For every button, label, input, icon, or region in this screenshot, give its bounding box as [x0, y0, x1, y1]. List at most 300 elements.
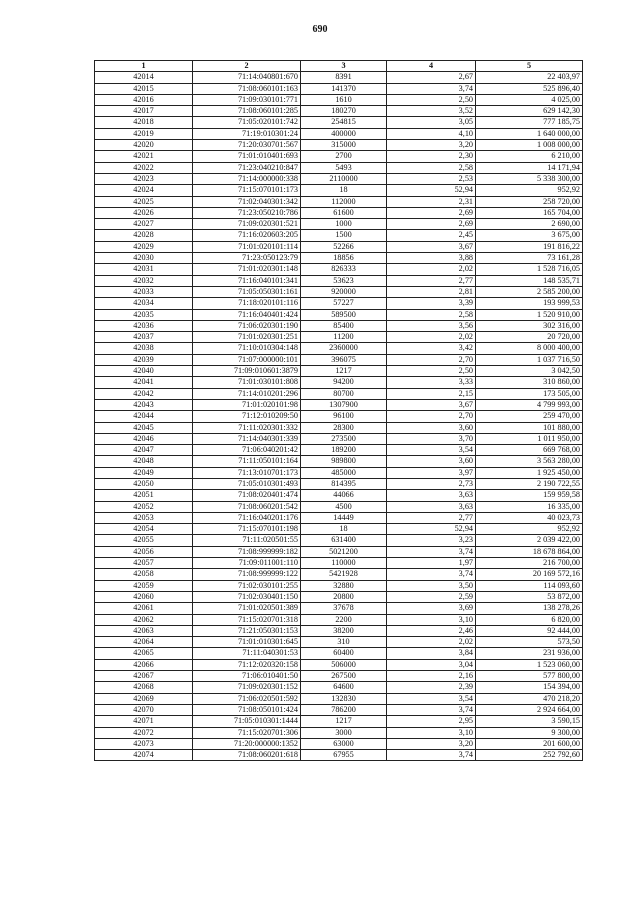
row-number-cell: 42045: [95, 422, 193, 433]
cadastral-number-cell: 71:01:020101:114: [193, 241, 301, 252]
row-number-cell: 42057: [95, 558, 193, 569]
cadastral-number-cell: 71:16:020603:205: [193, 230, 301, 241]
cadastral-number-cell: 71:15:020701:306: [193, 727, 301, 738]
table-row: [95, 230, 583, 241]
cadastral-value-cell: 310 860,00: [476, 377, 583, 388]
table-row: [95, 140, 583, 151]
row-number-cell: 42054: [95, 524, 193, 535]
area-cell: 11200: [301, 332, 387, 343]
table-row: [95, 185, 583, 196]
cadastral-value-cell: 258 720,00: [476, 196, 583, 207]
cadastral-value-cell: 629 142,30: [476, 106, 583, 117]
specific-value-cell: 3,67: [387, 399, 476, 410]
cadastral-number-cell: 71:10:010304:148: [193, 343, 301, 354]
cadastral-number-cell: 71:09:010601:3879: [193, 366, 301, 377]
cadastral-value-cell: 1 037 716,50: [476, 354, 583, 365]
area-cell: 8391: [301, 72, 387, 83]
table-row: [95, 320, 583, 331]
area-cell: 826333: [301, 264, 387, 275]
column-header-5: 5: [476, 61, 583, 72]
cadastral-value-cell: 1 925 450,00: [476, 467, 583, 478]
table-row: [95, 411, 583, 422]
cadastral-number-cell: 71:08:060101:163: [193, 83, 301, 94]
specific-value-cell: 2,77: [387, 275, 476, 286]
area-cell: 506000: [301, 659, 387, 670]
row-number-cell: 42065: [95, 648, 193, 659]
cadastral-value-cell: 16 335,00: [476, 501, 583, 512]
area-cell: 52266: [301, 241, 387, 252]
row-number-cell: 42044: [95, 411, 193, 422]
area-cell: 96100: [301, 411, 387, 422]
cadastral-value-cell: 952,92: [476, 524, 583, 535]
row-number-cell: 42034: [95, 298, 193, 309]
row-number-cell: 42060: [95, 591, 193, 602]
specific-value-cell: 2,73: [387, 478, 476, 489]
table-row: [95, 478, 583, 489]
area-cell: 631400: [301, 535, 387, 546]
specific-value-cell: 3,54: [387, 693, 476, 704]
cadastral-value-cell: 4 025,00: [476, 94, 583, 105]
specific-value-cell: 3,84: [387, 648, 476, 659]
table-row: [95, 501, 583, 512]
cadastral-number-cell: 71:02:030401:150: [193, 591, 301, 602]
area-cell: 18: [301, 524, 387, 535]
row-number-cell: 42047: [95, 445, 193, 456]
cadastral-number-cell: 71:15:070101:173: [193, 185, 301, 196]
row-number-cell: 42056: [95, 546, 193, 557]
specific-value-cell: 3,60: [387, 456, 476, 467]
cadastral-number-cell: 71:06:020301:190: [193, 320, 301, 331]
cadastral-value-cell: 1 011 950,00: [476, 433, 583, 444]
row-number-cell: 42046: [95, 433, 193, 444]
table-row: [95, 332, 583, 343]
table-row: [95, 727, 583, 738]
specific-value-cell: 2,59: [387, 591, 476, 602]
cadastral-value-cell: 577 800,00: [476, 671, 583, 682]
cadastral-value-cell: 18 678 864,00: [476, 546, 583, 557]
specific-value-cell: 2,39: [387, 682, 476, 693]
column-header-2: 2: [193, 61, 301, 72]
row-number-cell: 42059: [95, 580, 193, 591]
table-row: [95, 512, 583, 523]
specific-value-cell: 2,30: [387, 151, 476, 162]
table-row: [95, 490, 583, 501]
row-number-cell: 42049: [95, 467, 193, 478]
cadastral-value-cell: 777 185,75: [476, 117, 583, 128]
row-number-cell: 42021: [95, 151, 193, 162]
area-cell: 2700: [301, 151, 387, 162]
area-cell: 53623: [301, 275, 387, 286]
row-number-cell: 42023: [95, 173, 193, 184]
table-row: [95, 603, 583, 614]
row-number-cell: 42020: [95, 140, 193, 151]
row-number-cell: 42016: [95, 94, 193, 105]
row-number-cell: 42058: [95, 569, 193, 580]
area-cell: 132830: [301, 693, 387, 704]
row-number-cell: 42061: [95, 603, 193, 614]
cadastral-value-cell: 9 300,00: [476, 727, 583, 738]
cadastral-number-cell: 71:01:010401:693: [193, 151, 301, 162]
table-row: [95, 151, 583, 162]
table-row: [95, 219, 583, 230]
table-row: [95, 298, 583, 309]
cadastral-number-cell: 71:05:010301:493: [193, 478, 301, 489]
specific-value-cell: 3,23: [387, 535, 476, 546]
table-row: [95, 467, 583, 478]
row-number-cell: 42063: [95, 625, 193, 636]
cadastral-value-cell: 2 690,00: [476, 219, 583, 230]
table-row: [95, 738, 583, 749]
area-cell: 32880: [301, 580, 387, 591]
row-number-cell: 42071: [95, 716, 193, 727]
specific-value-cell: 2,15: [387, 388, 476, 399]
cadastral-number-cell: 71:08:999999:122: [193, 569, 301, 580]
row-number-cell: 42025: [95, 196, 193, 207]
table-row: [95, 546, 583, 557]
table-row: [95, 445, 583, 456]
cadastral-value-cell: 173 505,00: [476, 388, 583, 399]
table-row: [95, 671, 583, 682]
cadastral-number-cell: 71:09:030101:771: [193, 94, 301, 105]
specific-value-cell: 3,74: [387, 569, 476, 580]
area-cell: 589500: [301, 309, 387, 320]
specific-value-cell: 2,58: [387, 162, 476, 173]
cadastral-value-cell: 1 528 716,05: [476, 264, 583, 275]
specific-value-cell: 3,54: [387, 445, 476, 456]
specific-value-cell: 3,74: [387, 546, 476, 557]
cadastral-number-cell: 71:14:040801:670: [193, 72, 301, 83]
cadastral-number-cell: 71:01:020301:251: [193, 332, 301, 343]
table-row: [95, 388, 583, 399]
cadastral-number-cell: 71:07:000000:101: [193, 354, 301, 365]
table-row: [95, 264, 583, 275]
table-row: [95, 580, 583, 591]
cadastral-number-cell: 71:20:030701:567: [193, 140, 301, 151]
cadastral-value-cell: 216 700,00: [476, 558, 583, 569]
specific-value-cell: 2,02: [387, 637, 476, 648]
area-cell: 63000: [301, 738, 387, 749]
specific-value-cell: 2,77: [387, 512, 476, 523]
specific-value-cell: 3,50: [387, 580, 476, 591]
table-row: [95, 682, 583, 693]
table-row: [95, 614, 583, 625]
area-cell: 396075: [301, 354, 387, 365]
cadastral-value-table: [94, 60, 583, 761]
row-number-cell: 42027: [95, 219, 193, 230]
cadastral-value-cell: 4 799 993,00: [476, 399, 583, 410]
row-number-cell: 42073: [95, 738, 193, 749]
cadastral-number-cell: 71:08:999999:182: [193, 546, 301, 557]
cadastral-value-cell: 6 210,00: [476, 151, 583, 162]
cadastral-value-cell: 1 520 910,00: [476, 309, 583, 320]
table-row: [95, 309, 583, 320]
cadastral-value-cell: 2 924 664,00: [476, 704, 583, 715]
specific-value-cell: 2,81: [387, 286, 476, 297]
cadastral-number-cell: 71:02:030101:255: [193, 580, 301, 591]
cadastral-number-cell: 71:13:010701:173: [193, 467, 301, 478]
table-row: [95, 366, 583, 377]
area-cell: 1000: [301, 219, 387, 230]
table-row: [95, 253, 583, 264]
row-number-cell: 42019: [95, 128, 193, 139]
area-cell: 189200: [301, 445, 387, 456]
specific-value-cell: 3,04: [387, 659, 476, 670]
cadastral-value-cell: 73 161,28: [476, 253, 583, 264]
cadastral-number-cell: 71:05:010301:1444: [193, 716, 301, 727]
table-row: [95, 591, 583, 602]
area-cell: 1217: [301, 366, 387, 377]
cadastral-value-cell: 193 999,53: [476, 298, 583, 309]
cadastral-number-cell: 71:09:011001:110: [193, 558, 301, 569]
area-cell: 1217: [301, 716, 387, 727]
table-row: [95, 106, 583, 117]
specific-value-cell: 3,63: [387, 501, 476, 512]
specific-value-cell: 52,94: [387, 524, 476, 535]
cadastral-number-cell: 71:23:040210:847: [193, 162, 301, 173]
cadastral-number-cell: 71:12:010209:50: [193, 411, 301, 422]
cadastral-value-cell: 6 820,00: [476, 614, 583, 625]
specific-value-cell: 3,52: [387, 106, 476, 117]
specific-value-cell: 4,10: [387, 128, 476, 139]
cadastral-number-cell: 71:08:060201:542: [193, 501, 301, 512]
area-cell: 57227: [301, 298, 387, 309]
area-cell: 267500: [301, 671, 387, 682]
row-number-cell: 42037: [95, 332, 193, 343]
row-number-cell: 42015: [95, 83, 193, 94]
table-row: [95, 286, 583, 297]
cadastral-value-cell: 669 768,00: [476, 445, 583, 456]
cadastral-number-cell: 71:14:010201:296: [193, 388, 301, 399]
cadastral-number-cell: 71:11:020501:55: [193, 535, 301, 546]
cadastral-number-cell: 71:08:060101:285: [193, 106, 301, 117]
specific-value-cell: 2,46: [387, 625, 476, 636]
row-number-cell: 42067: [95, 671, 193, 682]
area-cell: 400000: [301, 128, 387, 139]
specific-value-cell: 2,69: [387, 219, 476, 230]
area-cell: 3000: [301, 727, 387, 738]
specific-value-cell: 2,67: [387, 72, 476, 83]
cadastral-number-cell: 71:11:020301:332: [193, 422, 301, 433]
area-cell: 254815: [301, 117, 387, 128]
specific-value-cell: 3,67: [387, 241, 476, 252]
table-row: [95, 354, 583, 365]
area-cell: 112000: [301, 196, 387, 207]
cadastral-value-cell: 40 023,73: [476, 512, 583, 523]
cadastral-value-cell: 22 403,97: [476, 72, 583, 83]
area-cell: 2360000: [301, 343, 387, 354]
table-row: [95, 162, 583, 173]
area-cell: 315000: [301, 140, 387, 151]
cadastral-number-cell: 71:15:020701:318: [193, 614, 301, 625]
row-number-cell: 42070: [95, 704, 193, 715]
table-row: [95, 625, 583, 636]
area-cell: 273500: [301, 433, 387, 444]
table-row: [95, 524, 583, 535]
cadastral-value-cell: 101 880,00: [476, 422, 583, 433]
cadastral-value-cell: 252 792,60: [476, 750, 583, 761]
cadastral-value-cell: 148 535,71: [476, 275, 583, 286]
row-number-cell: 42036: [95, 320, 193, 331]
cadastral-value-cell: 2 585 200,00: [476, 286, 583, 297]
area-cell: 60400: [301, 648, 387, 659]
cadastral-value-cell: 20 169 572,16: [476, 569, 583, 580]
area-cell: 1500: [301, 230, 387, 241]
table-row: [95, 716, 583, 727]
table-row: [95, 207, 583, 218]
cadastral-value-cell: 191 816,22: [476, 241, 583, 252]
cadastral-number-cell: 71:16:040201:176: [193, 512, 301, 523]
area-cell: 310: [301, 637, 387, 648]
page-number: 690: [312, 24, 328, 35]
specific-value-cell: 3,33: [387, 377, 476, 388]
row-number-cell: 42066: [95, 659, 193, 670]
specific-value-cell: 3,56: [387, 320, 476, 331]
cadastral-value-cell: 92 444,00: [476, 625, 583, 636]
cadastral-number-cell: 71:05:050301:161: [193, 286, 301, 297]
specific-value-cell: 3,20: [387, 738, 476, 749]
table-row: [95, 659, 583, 670]
area-cell: 44066: [301, 490, 387, 501]
cadastral-number-cell: 71:15:070101:198: [193, 524, 301, 535]
area-cell: 64600: [301, 682, 387, 693]
specific-value-cell: 2,02: [387, 332, 476, 343]
column-header-1: 1: [95, 61, 193, 72]
area-cell: 18856: [301, 253, 387, 264]
cadastral-value-cell: 470 218,20: [476, 693, 583, 704]
cadastral-number-cell: 71:01:030101:808: [193, 377, 301, 388]
table-row: [95, 399, 583, 410]
row-number-cell: 42017: [95, 106, 193, 117]
cadastral-value-cell: 1 640 000,00: [476, 128, 583, 139]
specific-value-cell: 3,20: [387, 140, 476, 151]
row-number-cell: 42042: [95, 388, 193, 399]
area-cell: 1307900: [301, 399, 387, 410]
specific-value-cell: 3,42: [387, 343, 476, 354]
row-number-cell: 42039: [95, 354, 193, 365]
area-cell: 989800: [301, 456, 387, 467]
row-number-cell: 42022: [95, 162, 193, 173]
area-cell: 67955: [301, 750, 387, 761]
area-cell: 5021200: [301, 546, 387, 557]
area-cell: 28300: [301, 422, 387, 433]
area-cell: 5421928: [301, 569, 387, 580]
specific-value-cell: 3,05: [387, 117, 476, 128]
table-header-row: [95, 61, 583, 72]
specific-value-cell: 2,16: [387, 671, 476, 682]
row-number-cell: 42051: [95, 490, 193, 501]
area-cell: 61600: [301, 207, 387, 218]
row-number-cell: 42014: [95, 72, 193, 83]
table-row: [95, 275, 583, 286]
cadastral-number-cell: 71:11:050101:164: [193, 456, 301, 467]
cadastral-number-cell: 71:11:040301:53: [193, 648, 301, 659]
cadastral-number-cell: 71:14:040301:339: [193, 433, 301, 444]
cadastral-value-cell: 3 042,50: [476, 366, 583, 377]
cadastral-value-cell: 2 039 422,00: [476, 535, 583, 546]
table-row: [95, 704, 583, 715]
specific-value-cell: 3,88: [387, 253, 476, 264]
cadastral-number-cell: 71:18:020101:116: [193, 298, 301, 309]
area-cell: 80700: [301, 388, 387, 399]
cadastral-value-cell: 5 338 300,00: [476, 173, 583, 184]
area-cell: 2200: [301, 614, 387, 625]
table-row: [95, 72, 583, 83]
row-number-cell: 42068: [95, 682, 193, 693]
cadastral-number-cell: 71:16:040101:341: [193, 275, 301, 286]
specific-value-cell: 3,74: [387, 83, 476, 94]
table-row: [95, 750, 583, 761]
specific-value-cell: 3,10: [387, 614, 476, 625]
area-cell: 920000: [301, 286, 387, 297]
cadastral-number-cell: 71:06:020501:592: [193, 693, 301, 704]
row-number-cell: 42033: [95, 286, 193, 297]
row-number-cell: 42074: [95, 750, 193, 761]
table-row: [95, 569, 583, 580]
table-row: [95, 128, 583, 139]
cadastral-number-cell: 71:09:020301:521: [193, 219, 301, 230]
cadastral-value-cell: 154 394,00: [476, 682, 583, 693]
row-number-cell: 42069: [95, 693, 193, 704]
row-number-cell: 42031: [95, 264, 193, 275]
cadastral-number-cell: 71:23:050123:79: [193, 253, 301, 264]
area-cell: 94200: [301, 377, 387, 388]
cadastral-number-cell: 71:08:020401:474: [193, 490, 301, 501]
area-cell: 5493: [301, 162, 387, 173]
cadastral-number-cell: 71:12:020320:158: [193, 659, 301, 670]
area-cell: 2110000: [301, 173, 387, 184]
table-row: [95, 648, 583, 659]
area-cell: 20800: [301, 591, 387, 602]
specific-value-cell: 2,95: [387, 716, 476, 727]
cadastral-number-cell: 71:02:040301:342: [193, 196, 301, 207]
area-cell: 18: [301, 185, 387, 196]
row-number-cell: 42043: [95, 399, 193, 410]
cadastral-value-cell: 3 675,00: [476, 230, 583, 241]
specific-value-cell: 52,94: [387, 185, 476, 196]
cadastral-number-cell: 71:06:010401:50: [193, 671, 301, 682]
cadastral-value-cell: 53 872,00: [476, 591, 583, 602]
table-row: [95, 535, 583, 546]
cadastral-number-cell: 71:20:000000:1352: [193, 738, 301, 749]
row-number-cell: 42029: [95, 241, 193, 252]
row-number-cell: 42055: [95, 535, 193, 546]
area-cell: 85400: [301, 320, 387, 331]
cadastral-number-cell: 71:08:060201:618: [193, 750, 301, 761]
row-number-cell: 42053: [95, 512, 193, 523]
row-number-cell: 42024: [95, 185, 193, 196]
specific-value-cell: 2,50: [387, 94, 476, 105]
row-number-cell: 42040: [95, 366, 193, 377]
row-number-cell: 42028: [95, 230, 193, 241]
area-cell: 141370: [301, 83, 387, 94]
table-row: [95, 558, 583, 569]
specific-value-cell: 2,70: [387, 411, 476, 422]
cadastral-number-cell: 71:16:040401:424: [193, 309, 301, 320]
specific-value-cell: 2,45: [387, 230, 476, 241]
specific-value-cell: 1,97: [387, 558, 476, 569]
cadastral-value-cell: 952,92: [476, 185, 583, 196]
area-cell: 38200: [301, 625, 387, 636]
table-row: [95, 83, 583, 94]
row-number-cell: 42041: [95, 377, 193, 388]
specific-value-cell: 3,63: [387, 490, 476, 501]
area-cell: 485000: [301, 467, 387, 478]
specific-value-cell: 2,70: [387, 354, 476, 365]
specific-value-cell: 3,74: [387, 750, 476, 761]
area-cell: 814395: [301, 478, 387, 489]
specific-value-cell: 3,10: [387, 727, 476, 738]
specific-value-cell: 2,50: [387, 366, 476, 377]
